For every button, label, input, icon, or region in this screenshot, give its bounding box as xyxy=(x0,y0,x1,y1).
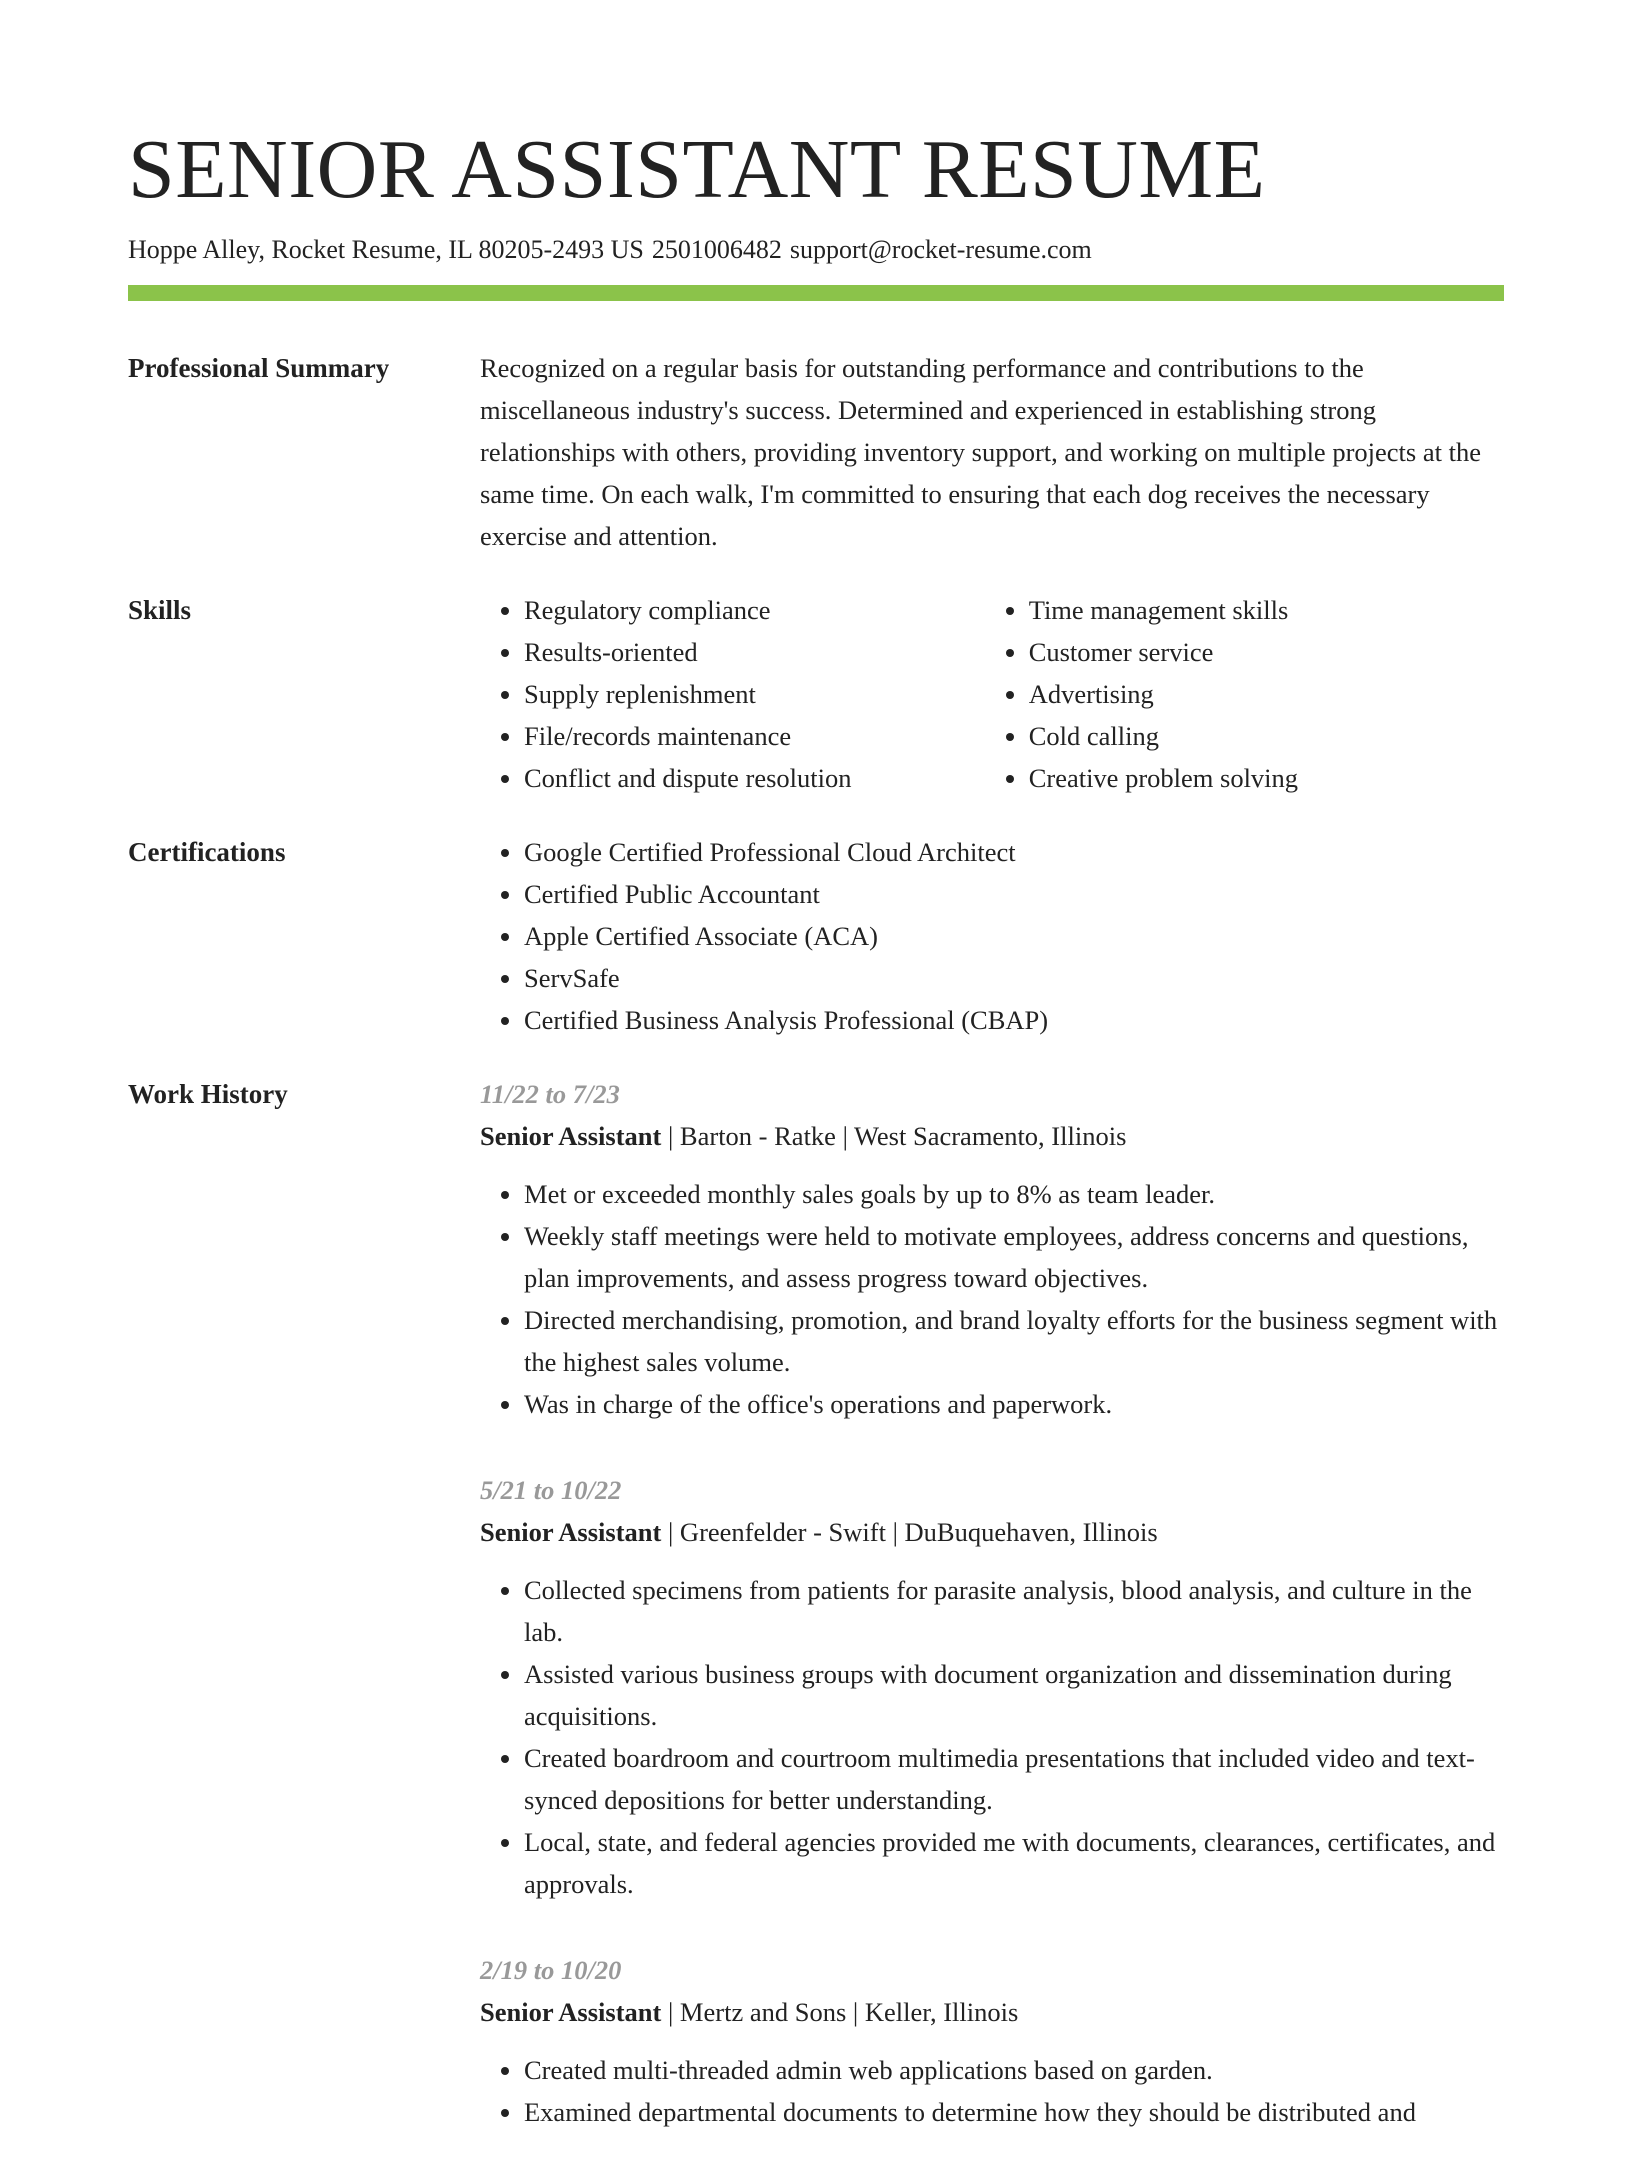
skills-heading: Skills xyxy=(128,595,192,625)
job-bullet: • Met or exceeded monthly sales goals by up to 8% as team leader. xyxy=(524,1173,1504,1215)
job-details: | Barton - Ratke | West Sacramento, Illinois xyxy=(661,1121,1127,1151)
skill-item: • Advertising xyxy=(1029,673,1504,715)
skill-item: • File/records maintenance xyxy=(524,715,985,757)
resume-title: SENIOR ASSISTANT RESUME xyxy=(128,123,1266,216)
job-dates: 5/21 to 10/22 xyxy=(480,1475,622,1505)
work-history-heading: Work History xyxy=(128,1079,288,1109)
job-details: | Greenfelder - Swift | DuBuquehaven, Illinois xyxy=(661,1517,1158,1547)
skill-item: • Results-oriented xyxy=(524,631,985,673)
job-title: Senior Assistant xyxy=(480,1517,662,1547)
job-bullet: • Created multi-threaded admin web applications based on garden. xyxy=(524,2049,1504,2091)
job-bullets xyxy=(480,1569,1504,1905)
certification-item: • Certified Public Accountant xyxy=(524,873,1504,915)
certification-item: • Google Certified Professional Cloud Architect xyxy=(524,831,1504,873)
certifications-list xyxy=(480,831,1504,1041)
job-bullets xyxy=(480,2049,1504,2133)
contact-line xyxy=(128,230,1100,270)
certifications-heading: Certifications xyxy=(128,837,286,867)
skill-item: • Time management skills xyxy=(1029,589,1504,631)
certification-item: • Apple Certified Associate (ACA) xyxy=(524,915,1504,957)
skill-item: • Regulatory compliance xyxy=(524,589,985,631)
job-heading xyxy=(480,1511,1504,1553)
job-heading xyxy=(480,1991,1504,2033)
job-entry xyxy=(480,1949,1504,2133)
job-dates: 2/19 to 10/20 xyxy=(480,1955,622,1985)
skill-item: • Conflict and dispute resolution xyxy=(524,757,985,799)
certifications-body xyxy=(480,831,1504,1041)
job-title: Senior Assistant xyxy=(480,1121,662,1151)
header-divider xyxy=(128,285,1504,301)
contact-address: Hoppe Alley, Rocket Resume, IL 80205-2493 US xyxy=(128,235,644,264)
job-bullet: • Collected specimens from patients for parasite analysis, blood analysis, and culture in the lab. xyxy=(524,1569,1504,1653)
job-details: | Mertz and Sons | Keller, Illinois xyxy=(661,1997,1019,2027)
job-bullet: • Local, state, and federal agencies provided me with documents, clearances, certificates, and approvals. xyxy=(524,1821,1504,1905)
certification-item: • ServSafe xyxy=(524,957,1504,999)
summary-body xyxy=(480,347,1504,557)
summary-text: Recognized on a regular basis for outstanding performance and contributions to the miscellaneous industry's success. Determined and experienced in establishing strong relationships with others, providing inventory support, and working on multiple projects at the same time. On each walk, I'm committed to ensuring that each dog receives the necessary exercise and attention. xyxy=(480,353,1481,551)
job-bullet: • Was in charge of the office's operations and paperwork. xyxy=(524,1383,1504,1425)
certification-item: • Certified Business Analysis Professional (CBAP) xyxy=(524,999,1504,1041)
skill-item: • Creative problem solving xyxy=(1029,757,1504,799)
job-bullet: • Directed merchandising, promotion, and brand loyalty efforts for the business segment with the highest sales volume. xyxy=(524,1299,1504,1383)
skill-item: • Supply replenishment xyxy=(524,673,985,715)
job-bullet: • Created boardroom and courtroom multimedia presentations that included video and text-synced depositions for better understanding. xyxy=(524,1737,1504,1821)
skills-body xyxy=(480,589,1504,799)
job-bullet: • Examined departmental documents to determine how they should be distributed and xyxy=(524,2091,1504,2133)
job-title: Senior Assistant xyxy=(480,1997,662,2027)
job-bullet: • Weekly staff meetings were held to motivate employees, address concerns and questions, plan improvements, and assess progress toward objectives. xyxy=(524,1215,1504,1299)
skill-item: • Customer service xyxy=(1029,631,1504,673)
job-entry xyxy=(480,1073,1504,1425)
skills-list-right xyxy=(985,589,1504,799)
skills-list-left xyxy=(480,589,985,799)
job-dates: 11/22 to 7/23 xyxy=(480,1079,620,1109)
job-entry xyxy=(480,1469,1504,1905)
skill-item: • Cold calling xyxy=(1029,715,1504,757)
job-heading xyxy=(480,1115,1504,1157)
work-history-body xyxy=(480,1073,1504,2177)
job-bullets xyxy=(480,1173,1504,1425)
summary-heading: Professional Summary xyxy=(128,353,390,383)
contact-phone: 2501006482 xyxy=(651,235,782,264)
job-bullet: • Assisted various business groups with document organization and dissemination during acquisitions. xyxy=(524,1653,1504,1737)
contact-email: support@rocket-resume.com xyxy=(789,235,1092,264)
